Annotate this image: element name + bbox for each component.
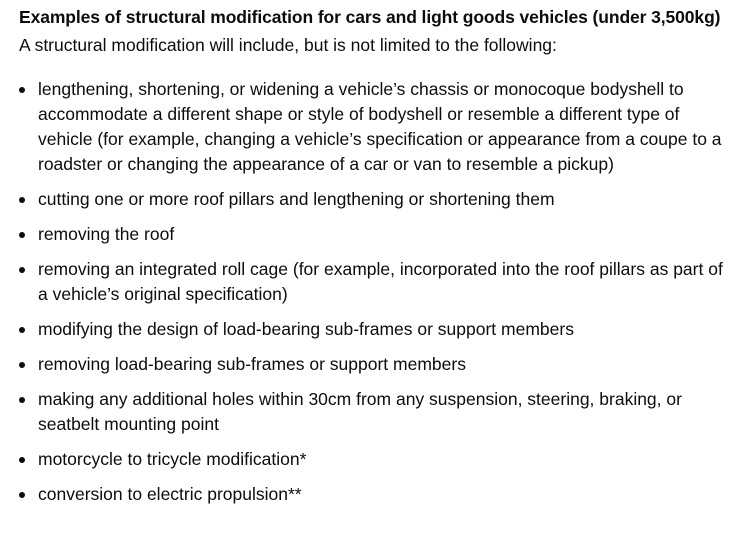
- list-item: [19, 317, 724, 342]
- bullet-icon: [19, 267, 25, 273]
- list-item-text: removing an integrated roll cage (for example, incorporated into the roof pillars as part of a vehicle’s original specification): [38, 259, 723, 304]
- bullet-icon: [19, 492, 25, 498]
- list-item: [19, 187, 724, 212]
- list-item: [19, 352, 724, 377]
- list-item-text: removing the roof: [38, 224, 175, 244]
- bullet-icon: [19, 232, 25, 238]
- bullet-icon: [19, 327, 25, 333]
- structural-modification-section: [19, 5, 724, 517]
- list-item-text: removing load-bearing sub-frames or support members: [38, 354, 466, 374]
- list-item-text: motorcycle to tricycle modification*: [38, 449, 307, 469]
- list-item: [19, 447, 724, 472]
- intro-text: A structural modification will include, but is not limited to the following:: [19, 35, 557, 55]
- bullet-icon: [19, 397, 25, 403]
- list-item: [19, 257, 724, 307]
- bullet-icon: [19, 197, 25, 203]
- list-item-text: lengthening, shortening, or widening a vehicle’s chassis or monocoque bodyshell to accommodate a different shape or style of bodyshell or resemble a different type of vehicle (for example, changing a vehicle’s specification or appearance from a coupe to a roadster or changing the appearance of a car or van to resemble a pickup): [38, 79, 722, 174]
- bullet-icon: [19, 457, 25, 463]
- list-item-text: making any additional holes within 30cm from any suspension, steering, braking, or seatbelt mounting point: [38, 389, 682, 434]
- list-item: [19, 222, 724, 247]
- list-item-text: modifying the design of load-bearing sub-frames or support members: [38, 319, 574, 339]
- list-item: [19, 482, 724, 507]
- list-item-text: conversion to electric propulsion**: [38, 484, 302, 504]
- bullet-icon: [19, 87, 25, 93]
- list-item-text: cutting one or more roof pillars and lengthening or shortening them: [38, 189, 555, 209]
- list-item: [19, 387, 724, 437]
- modification-list: [19, 77, 724, 507]
- bullet-icon: [19, 362, 25, 368]
- section-heading: Examples of structural modification for cars and light goods vehicles (under 3,500kg): [19, 7, 721, 27]
- list-item: [19, 77, 724, 177]
